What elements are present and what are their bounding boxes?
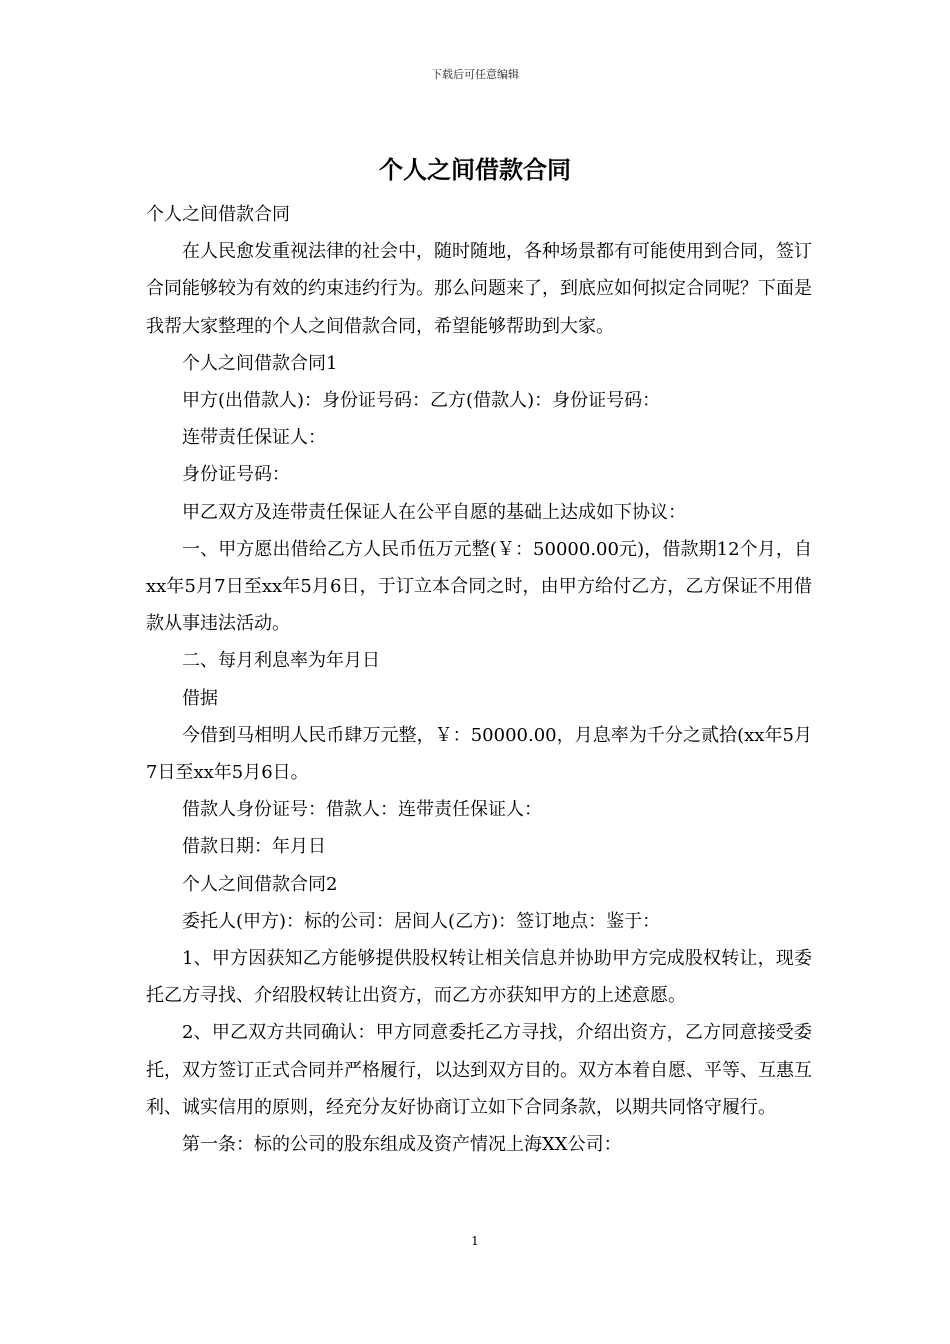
section-heading-contract-2: 个人之间借款合同2 [182,873,338,895]
article-1-paragraph: 第一条：标的公司的股东组成及资产情况上海XX公司： [182,1134,622,1156]
loan-date-paragraph: 借款日期：年月日 [182,836,326,858]
agreement-paragraph: 甲乙双方及连带责任保证人在公平自愿的基础上达成如下协议： [182,501,686,523]
section-heading-contract-1: 个人之间借款合同1 [182,352,338,374]
subtitle-paragraph: 个人之间借款合同 [146,204,290,225]
intro-paragraph: 在人民愈发重视法律的社会中，随时随地，各种场景都有可能使用到合同，签订合同能够较为有效的约束违约行为。那么问题来了，到底应如何拟定合同呢？下面是我帮大家整理的个人之间借款合同，希望能够帮助到大家。 [146,241,812,337]
guarantor-paragraph: 连带责任保证人： [182,427,326,449]
document-title: 个人之间借款合同 [379,155,571,184]
borrower-signature-paragraph: 借款人身份证号：借款人：连带责任保证人： [182,799,542,821]
receipt-paragraph: 今借到马相明人民币肆万元整，￥：50000.00，月息率为千分之贰拾(xx年5月7日至xx年5月6日。 [146,724,812,784]
clause-2-paragraph: 二、每月利息率为年月日 [182,650,380,672]
principal-paragraph: 委托人(甲方)：标的公司：居间人(乙方)：签订地点：鉴于： [182,910,661,932]
page-number: 1 [471,1234,479,1248]
whereas-1-paragraph: 1、甲方因获知乙方能够提供股权转让相关信息并协助甲方完成股权转让，现委托乙方寻找、介绍股权转让出资方，而乙方亦获知甲方的上述意愿。 [146,948,812,1007]
document-body [146,196,812,1163]
parties-paragraph: 甲方(出借款人)：身份证号码：乙方(借款人)：身份证号码： [182,390,661,412]
id-number-paragraph: 身份证号码： [182,464,290,486]
page-header-note: 下载后可任意编辑 [431,68,519,81]
receipt-heading: 借据 [182,687,218,709]
clause-1-paragraph: 一、甲方愿出借给乙方人民币伍万元整(￥：50000.00元)，借款期12个月，自xx年5月7日至xx年5月6日，于订立本合同之时，由甲方给付乙方，乙方保证不用借款从事违法活动。 [146,538,812,635]
whereas-2-paragraph: 2、甲乙双方共同确认：甲方同意委托乙方寻找，介绍出资方，乙方同意接受委托，双方签订正式合同并严格履行，以达到双方目的。双方本着自愿、平等、互惠互利、诚实信用的原则，经充分友好协商订立如下合同条款，以期共同恪守履行。 [146,1022,812,1118]
